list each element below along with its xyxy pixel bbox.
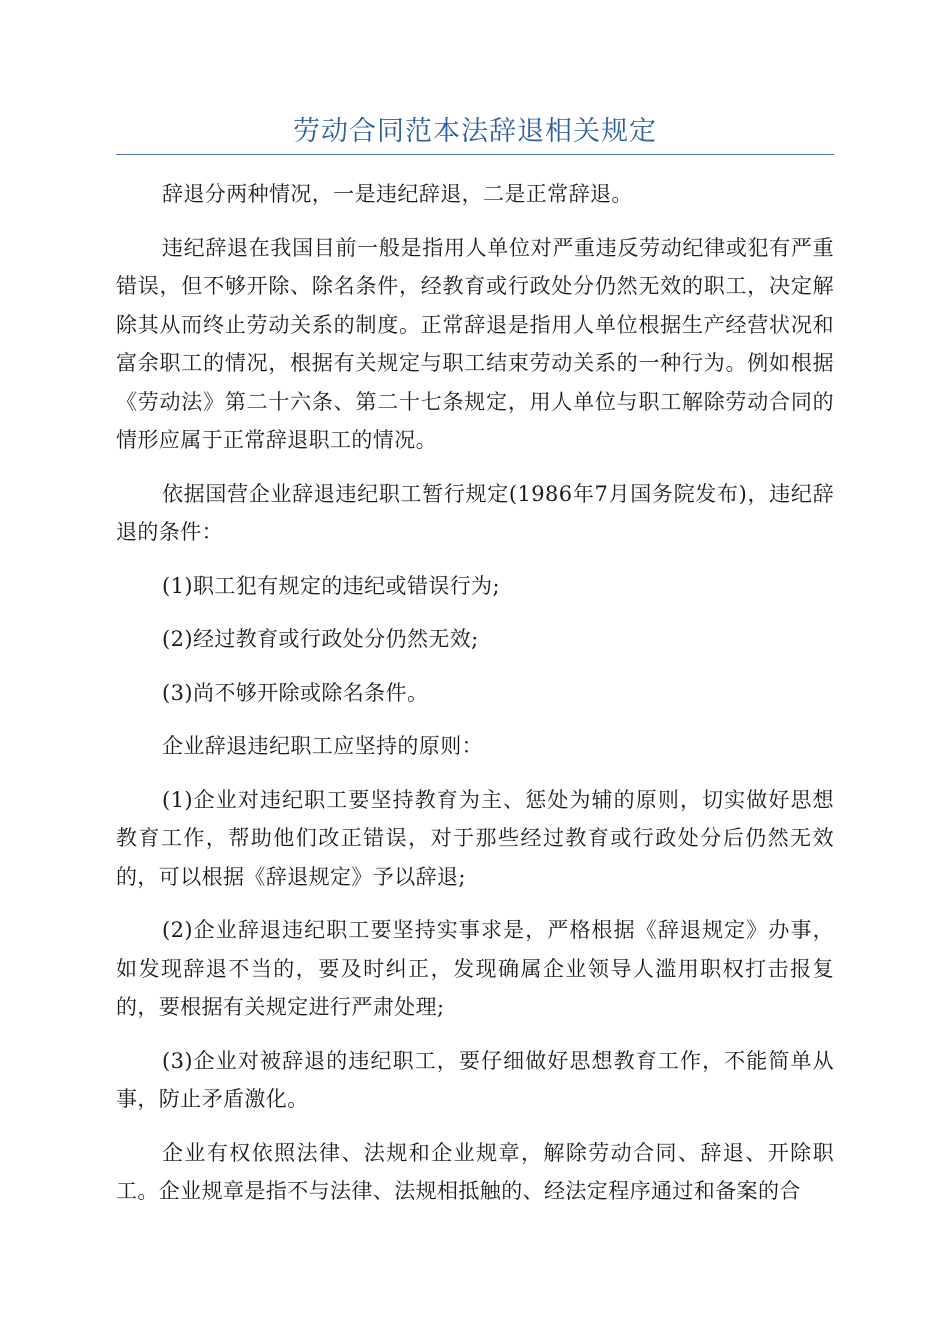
list-item: (3)尚不够开除或除名条件。 <box>162 680 429 705</box>
list-item: (1)企业对违纪职工要坚持教育为主、惩处为辅的原则，切实做好思想教育工作，帮助他们改正错误，对于那些经过教育或行政处分后仍然无效的，可以根据《辞退规定》予以辞退; <box>116 787 834 889</box>
paragraph: 依据国营企业辞退违纪职工暂行规定(1986年7月国务院发布)，违纪辞退的条件： <box>116 481 834 544</box>
document-title: 劳动合同范本法辞退相关规定 <box>293 116 657 147</box>
paragraph: 违纪辞退在我国目前一般是指用人单位对严重违反劳动纪律或犯有严重错误，但不够开除、除名条件，经教育或行政处分仍然无效的职工，决定解除其从而终止劳动关系的制度。正常辞退是指用人单位根据生产经营状况和富余职工的情况，根据有关规定与职工结束劳动关系的一种行为。例如根据《劳动法》第二十六条、第二十七条规定，用人单位与职工解除劳动合同的情形应属于正常辞退职工的情况。 <box>116 235 834 452</box>
paragraph: 企业辞退违纪职工应坚持的原则： <box>162 734 483 758</box>
list-item: (2)经过教育或行政处分仍然无效; <box>162 627 479 651</box>
title-underline <box>116 154 834 155</box>
document-body <box>116 175 834 1226</box>
paragraph: 辞退分两种情况，一是违纪辞退，二是正常辞退。 <box>162 182 633 206</box>
paragraph: 企业有权依照法律、法规和企业规章，解除劳动合同、辞退、开除职工。企业规章是指不与法律、法规相抵触的、经法定程序通过和备案的合 <box>116 1140 834 1203</box>
list-item: (2)企业辞退违纪职工要坚持实事求是，严格根据《辞退规定》办事，如发现辞退不当的，要及时纠正，发现确属企业领导人滥用职权打击报复的，要根据有关规定进行严肃处理; <box>116 918 834 1019</box>
list-item: (3)企业对被辞退的违纪职工，要仔细做好思想教育工作，不能简单从事，防止矛盾激化。 <box>116 1048 834 1111</box>
list-item: (1)职工犯有规定的违纪或错误行为; <box>162 573 501 598</box>
